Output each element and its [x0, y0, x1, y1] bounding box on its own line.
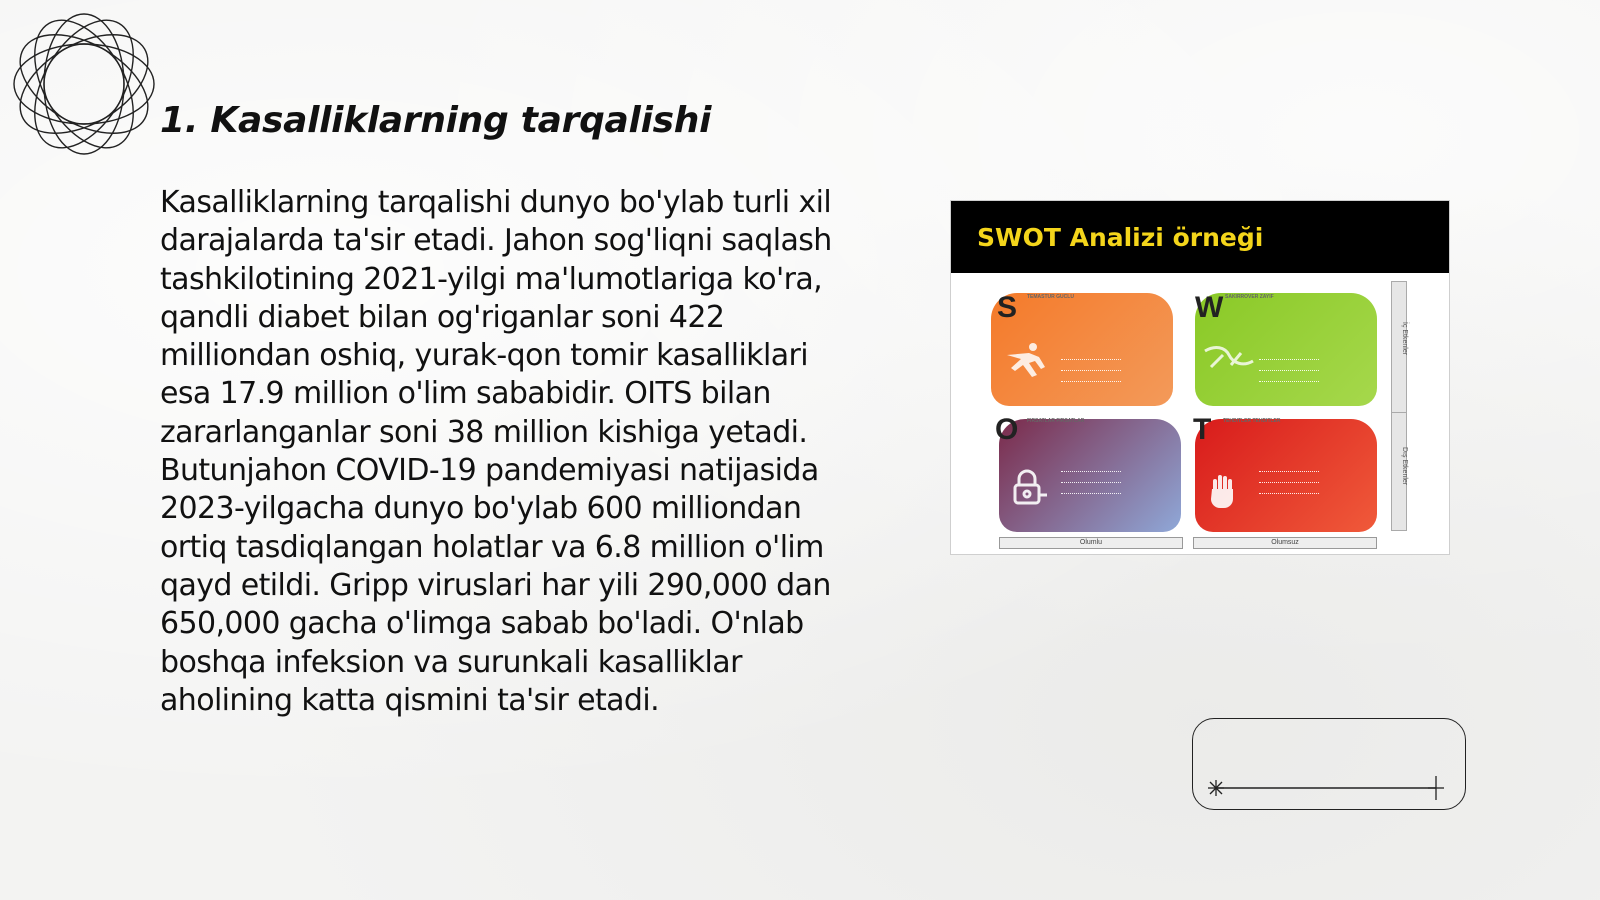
- runner-icon: [999, 341, 1055, 381]
- swot-image: [950, 200, 1450, 555]
- slide-body-text: Kasalliklarning tarqalishi dunyo bo'ylab turli xil darajalarda ta'sir etadi. Jahon sog'liqni saqlash tashkilotining 2021-yilgi ma'lumotlariga ko'ra, qandli diabet bilan og'riganlar soni 422 milliondan oshiq, yurak-qon tomir kasalliklari esa 17.9 million o'lim sababidir. OITS bilan zararlanganlar soni 38 million kishiga yetadi. Butunjahon COVID-19 pandemiyasi natijasida 2023-yilgacha dunyo bo'ylab 600 milliondan ortiq tasdiqlangan holatlar va 6.8 million o'lim qayd etildi. Gripp viruslari har yili 290,000 dan 650,000 gacha o'limga sabab bo'ladi. O'nlab boshqa infeksion va surunkali kasalliklar aholining katta qismini ta'sir etadi.: [160, 185, 832, 718]
- swot-title: [951, 201, 1449, 273]
- swot-bullets-o: [1061, 471, 1121, 504]
- hand-icon: [1207, 473, 1237, 509]
- swot-bottom-label-positive: Olumlu: [999, 537, 1183, 549]
- sparkle-line-decoration: [1192, 718, 1466, 810]
- swot-caption-o: FIRSATLAR FIRSATLAR: [1027, 418, 1085, 424]
- swot-caption-t: TEHDITLER TEHDITLER: [1223, 418, 1281, 424]
- swot-side-bar: [1391, 281, 1407, 531]
- swot-side-label-external: Dış Etkenler: [1401, 447, 1408, 486]
- swot-caption-w: SAKIRROVER ZAYIF: [1225, 294, 1274, 300]
- swot-caption-s: TEMASTUR GUCLU: [1027, 294, 1074, 300]
- swot-bullets-w: [1259, 359, 1319, 392]
- swot-letter-t: T: [1193, 413, 1212, 446]
- broken-icon: [1201, 341, 1257, 377]
- decorative-rounded-box: [1192, 718, 1466, 810]
- swot-letter-o: O: [995, 413, 1019, 446]
- swot-bullets-s: [1061, 359, 1121, 392]
- circular-ornament: [10, 10, 158, 158]
- swot-bullets-t: [1259, 471, 1319, 504]
- lock-icon: [1009, 469, 1049, 509]
- slide-title: 1. Kasalliklarning tarqalishi: [160, 100, 712, 141]
- swot-letter-w: W: [1195, 291, 1224, 324]
- swot-title-text: SWOT Analizi örneği: [977, 222, 1264, 252]
- swot-letter-s: S: [997, 291, 1018, 324]
- swot-bottom-label-negative: Olumsuz: [1193, 537, 1377, 549]
- swot-side-label-internal: İç Etkenler: [1401, 322, 1408, 356]
